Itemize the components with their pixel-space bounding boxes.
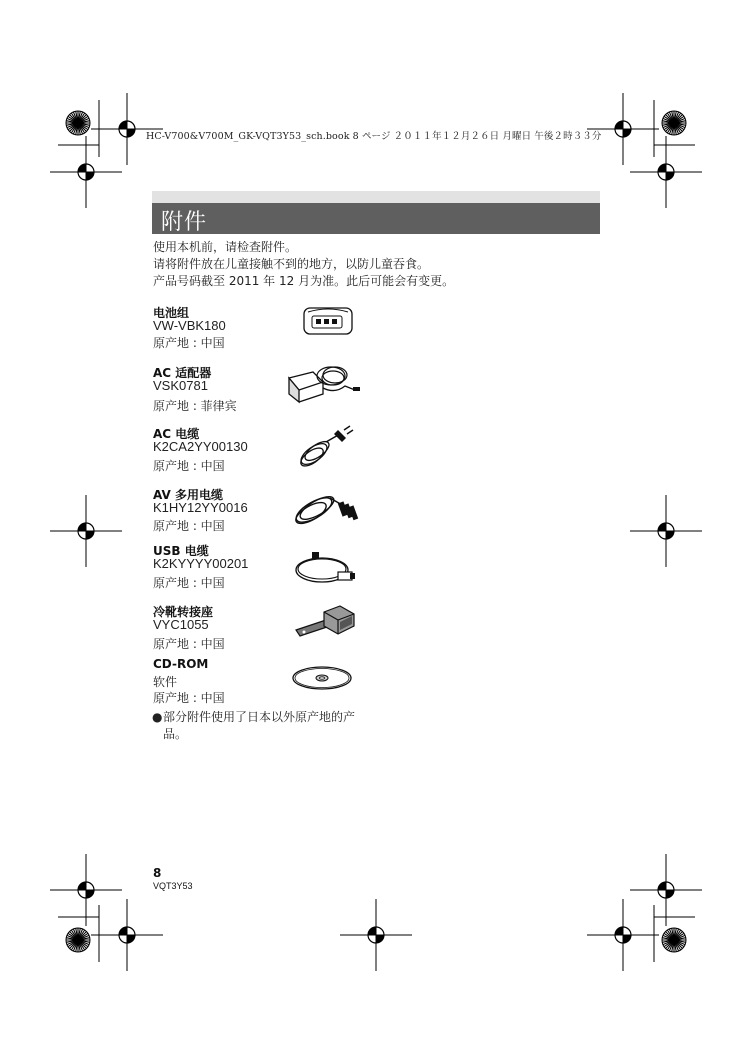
footnote-text: 部分附件使用了日本以外原产地的产品。 — [163, 710, 356, 741]
item-name: AC 适配器 — [153, 366, 212, 380]
ac-adaptor-icon — [283, 360, 363, 408]
section-title: 附件 — [161, 210, 208, 235]
item-part-number: VYC1055 — [153, 617, 209, 632]
item-origin: 原产地 : 中国 — [153, 691, 225, 705]
intro-line: 产品号码截至 2011 年 12 月为准。此后可能会有变更。 — [153, 274, 455, 288]
item-name: USB 电缆 — [153, 544, 209, 558]
section-title-bar — [152, 203, 600, 234]
item-part-number: K2KYYYY00201 — [153, 556, 249, 571]
item-name: 电池组 — [153, 306, 190, 320]
ac-cable-icon — [294, 424, 356, 472]
item-origin: 原产地 : 中国 — [153, 519, 225, 533]
title-bar-highlight — [152, 191, 600, 203]
document-code: VQT3Y53 — [153, 881, 193, 891]
page-number: 8 — [153, 866, 162, 880]
battery-pack-icon — [300, 302, 358, 338]
cd-rom-icon — [290, 664, 354, 692]
item-origin: 原产地 : 菲律宾 — [153, 399, 237, 413]
item-part-number: VSK0781 — [153, 378, 208, 393]
intro-line: 请将附件放在儿童接触不到的地方，以防儿童吞食。 — [153, 257, 430, 271]
footnote — [152, 709, 372, 743]
intro-line: 使用本机前，请检查附件。 — [153, 240, 298, 254]
usb-cable-icon — [292, 550, 358, 588]
item-origin: 原产地 : 中国 — [153, 459, 225, 473]
av-cable-icon — [290, 484, 360, 532]
bullet-icon: ● — [152, 710, 163, 724]
item-part-number: K1HY12YY0016 — [153, 500, 248, 515]
item-origin: 原产地 : 中国 — [153, 576, 225, 590]
shoe-adaptor-icon — [294, 602, 358, 642]
item-origin: 原产地 : 中国 — [153, 336, 225, 350]
item-software-label: 软件 — [153, 675, 178, 689]
item-origin: 原产地 : 中国 — [153, 637, 225, 651]
item-name: AV 多用电缆 — [153, 488, 223, 502]
item-part-number: K2CA2YY00130 — [153, 439, 248, 454]
item-name: 冷靴转接座 — [153, 605, 214, 619]
item-name: CD-ROM — [153, 657, 209, 671]
print-header-info: HC-V700&V700M_GK-VQT3Y53_sch.book 8 ページ ２０１１年１２月２６日 月曜日 午後２時３３分 — [146, 131, 602, 142]
item-part-number: VW-VBK180 — [153, 318, 226, 333]
item-name: AC 电缆 — [153, 427, 200, 441]
